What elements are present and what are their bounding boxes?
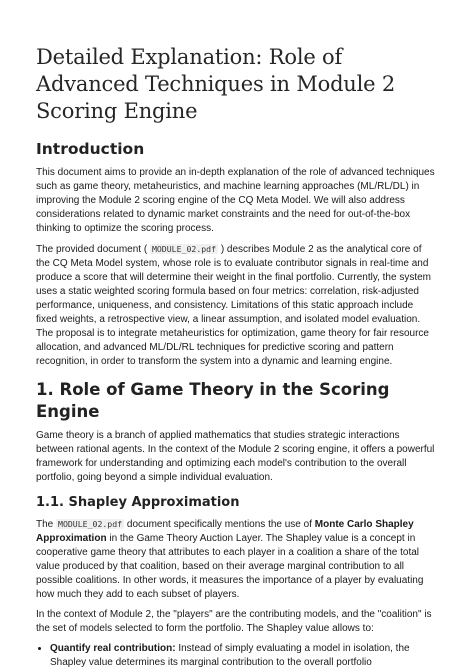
section-1-1-heading: 1.1. Shapley Approximation bbox=[36, 495, 240, 510]
list-item bbox=[50, 642, 436, 670]
s11-p1-text-end: in the Game Theory Auction Layer. The Shapley value is a concept in cooperative game theory that attributes to each player in a coalition a share of the total value produced by that coalition, based on their average marginal contribution to all possible coalitions. In other words, it measures the importance of a player by evaluating how much they add to each subset of players. bbox=[36, 533, 424, 600]
bullet-text: Instead of simply evaluating a model in isolation, the Shapley value determines its marginal contribution to the overall portfolio bbox=[50, 643, 410, 668]
section-1-1-paragraph-1 bbox=[36, 517, 436, 602]
module-file-code: MODULE_02.pdf bbox=[151, 244, 217, 254]
s11-p1-bold-term: Monte Carlo Shapley Approximation bbox=[36, 519, 414, 544]
introduction-heading: Introduction bbox=[36, 140, 145, 158]
contribution-bullet-list bbox=[36, 642, 436, 670]
intro-paragraph-2 bbox=[36, 242, 436, 369]
intro-p2-text-end: ) describes Module 2 as the analytical core of the CQ Meta Model system, whose role is to evaluate contributor signals in real-time and produce a score that will determine their weight in the final portfolio. Currently, the system uses a static weighted scoring formula based on four metrics: correlation, risk-adjusted performance, uniqueness, and consistency. Limitations of this static approach include fixed weights, a retrospective view, a linear assumption, and isolated model evaluation. The proposal is to integrate metaheuristics for optimization, game theory for fair resource allocation, and advanced ML/DL/RL techniques for predictive scoring and pattern recognition, in order to transform the system into a dynamic and learning engine. bbox=[36, 244, 431, 367]
section-1-heading: 1. Role of Game Theory in the Scoring Engine bbox=[36, 380, 390, 421]
document-title: Detailed Explanation: Role of Advanced Techniques in Module 2 Scoring Engine bbox=[36, 45, 396, 123]
bullet-bold-label: Quantify real contribution: bbox=[50, 643, 176, 654]
intro-paragraph-1: This document aims to provide an in-depth explanation of the role of advanced techniques such as game theory, metaheuristics, and machine learning approaches (ML/RL/DL) in improving the Module 2 scoring engine of the CQ Meta Model. We will also address considerations related to dynamic market constraints and the need for out-of-the-box thinking to optimize the scoring process. bbox=[36, 167, 435, 234]
intro-p2-text-start: The provided document ( bbox=[36, 244, 148, 255]
module-file-code: MODULE_02.pdf bbox=[58, 519, 123, 529]
section-1-1-paragraph-2: In the context of Module 2, the "players" are the contributing models, and the "coalition" is the set of models selected to form the portfolio. The Shapley value allows to: bbox=[36, 609, 432, 634]
s11-p1-text-start: The bbox=[36, 519, 57, 530]
section-1-paragraph: Game theory is a branch of applied mathematics that studies strategic interactions between rational agents. In the context of the Module 2 scoring engine, it offers a powerful framework for understanding and optimizing each model's contribution to the overall portfolio, going beyond a simple individual evaluation. bbox=[36, 430, 435, 483]
s11-p1-text-mid: document specifically mentions the use of bbox=[124, 519, 315, 530]
